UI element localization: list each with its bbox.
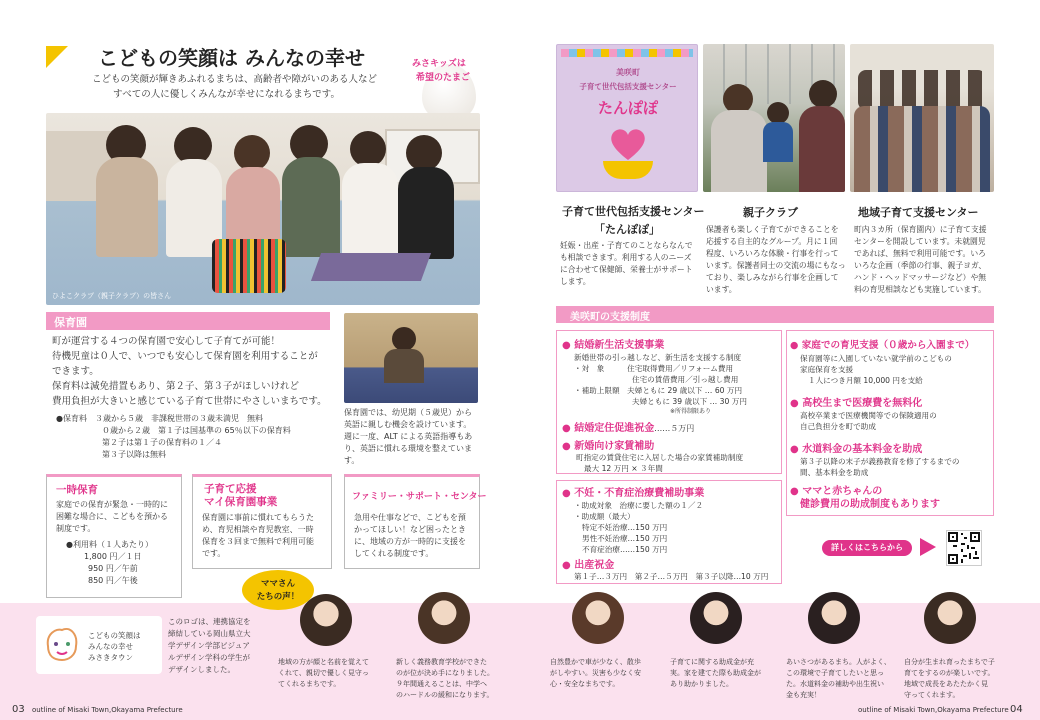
more-info-button[interactable]: 詳しくはこちらから xyxy=(822,540,912,556)
s3-text-2: 最大 12 万円 × ３年間 xyxy=(584,464,663,473)
s7-title-text: 高校生まで医療費を無料化 xyxy=(802,398,923,409)
family-support-text-1: 急用や仕事などで、こどもを預 xyxy=(354,513,466,522)
s4-title xyxy=(562,484,704,499)
voice-3 xyxy=(550,657,641,690)
teacher xyxy=(392,327,416,351)
col1-text-2: も相談できます。利用する人のニーズ xyxy=(560,253,692,262)
col3-text-5: ハンド・ヘッドマッサージなど）や無 xyxy=(854,273,987,282)
bullet-icon: ● xyxy=(790,340,802,351)
logo-text-1: こどもの笑顔は xyxy=(88,631,141,640)
tanpopo-sign-photo xyxy=(556,44,698,192)
s4-text-2: ・助成額（最大） xyxy=(574,512,635,521)
person xyxy=(342,163,398,259)
s5-text: 第１子…３万円 第２子…５万円 第３子以降…10 万円 xyxy=(574,572,769,581)
my-hoikuen-text xyxy=(202,512,314,560)
bullet-icon: ● xyxy=(562,441,575,452)
col1-text xyxy=(560,240,693,288)
fee-label: ●保育料 xyxy=(56,414,87,423)
s3-text xyxy=(576,452,743,474)
voice-line: 地域の方が顔と名前を覚えて xyxy=(278,658,369,666)
col3-text-4: いろな企画（季節の行事、親子ヨガ、 xyxy=(854,261,987,270)
s1-text-3: 住宅の賃借費用／引っ越し費用 xyxy=(632,375,739,384)
bullet-icon: ● xyxy=(790,398,803,409)
logo-text-2: みんなの幸せ xyxy=(88,642,133,651)
person xyxy=(809,80,837,108)
my-hoikuen-title-2: マイ保育園事業 xyxy=(204,496,278,508)
logo-text xyxy=(88,630,141,663)
logo-face-svg xyxy=(42,624,82,664)
photo-caption: ひよこクラブ（親子クラブ）の皆さん xyxy=(52,292,172,300)
s6-text xyxy=(800,353,952,386)
group xyxy=(858,70,986,110)
s2-title xyxy=(562,419,694,434)
egg-badge xyxy=(412,52,482,118)
person xyxy=(96,157,158,257)
tanpopo-sign-line-2: 子育て世代包括支援センター xyxy=(579,82,677,91)
voice-line: 心・安全なまちです。 xyxy=(550,680,620,688)
voice-line: てくれるまちです。 xyxy=(278,680,341,688)
s4-text-1: ・助成対象 治療に要した額の１／２ xyxy=(574,501,704,510)
voice-line: 地域で成長をあたたかく見 xyxy=(904,680,988,688)
fee-row-2: ０歳から２歳 第１子は国基準の 65％以下の保育料 xyxy=(102,426,291,435)
voice-line: この環境で子育てしたいと思っ xyxy=(786,669,884,677)
logo-desc-1: このロゴは、連携協定を xyxy=(168,617,251,626)
person xyxy=(398,167,454,259)
alt-text-3: 週に一度、ALT による英語指導もあ xyxy=(344,432,473,441)
ichiji-fee-head: ●利用料（１人あたり） xyxy=(66,540,153,549)
hoikuen-text xyxy=(52,334,327,409)
voice-line: た。水道料金の補助や出生祝い xyxy=(786,680,884,688)
col1-title-2: 「たんぽぽ」 xyxy=(594,223,660,236)
footer-text-left: outline of Misaki Town,Okayama Prefecture xyxy=(32,706,183,714)
voice-line: 実。家を建てた際も助成金が xyxy=(670,669,761,677)
ichiji-fee-3: 850 円／午後 xyxy=(88,576,138,585)
s4-text-5: 不育症治療……150 万円 xyxy=(582,545,668,554)
alt-text-5: す。 xyxy=(344,456,360,465)
fee-row-1: ３歳から５歳 非課税世帯の３歳未満児 無料 xyxy=(94,414,263,423)
voice-line: 自然豊かで車が少なく、散歩 xyxy=(550,658,641,666)
qr-code-icon[interactable] xyxy=(946,530,982,566)
page-number-right: 04 xyxy=(1010,704,1023,715)
avatar xyxy=(300,594,352,646)
ichiji-text-2: 困難な場合に、こどもを預かる xyxy=(56,512,168,521)
s4-text xyxy=(574,500,703,555)
ichiji-hoiku-text xyxy=(56,499,168,587)
s6-text-2: 家庭保育を支援 xyxy=(800,365,854,374)
lead-line-2: すべての人に優しくみんなが幸せになれるまちです。 xyxy=(113,89,340,100)
voice-line: のが位が決め手になりました。 xyxy=(396,669,494,677)
page-number-left: 03 xyxy=(12,704,25,715)
s8-title xyxy=(790,440,922,455)
logo-desc-3: 学デザイン学部ビジュア xyxy=(168,641,250,650)
voice-line: 金も充実！ xyxy=(786,691,821,699)
alt-text-4: り、英語に慣れる環境を整えていま xyxy=(344,444,472,453)
lead-line-1: こどもの笑顔が輝きあふれるまちは、高齢者や障がいのある人など xyxy=(92,74,378,85)
s9-title-1: ママと赤ちゃんの xyxy=(802,486,883,497)
person xyxy=(350,131,386,167)
hoikuen-heading: 保育園 xyxy=(54,316,87,329)
col3-text-3: であれば、無料で利用可能です。いろ xyxy=(854,249,986,258)
ichiji-fee-1: 1,800 円／１日 xyxy=(84,552,142,561)
bullet-icon: ● xyxy=(562,488,575,499)
s9-title xyxy=(790,485,940,511)
logo-text-3: みさきタウン xyxy=(88,653,133,662)
logo-face-icon xyxy=(42,624,82,664)
bullet-icon: ● xyxy=(562,423,575,434)
child xyxy=(767,102,789,124)
col2-text-3: 程度、いろいろな体験・行事を行って xyxy=(706,249,839,258)
logo-desc-5: デザインしました。 xyxy=(168,665,235,674)
col2-text-4: います。保護者同士の交流の場にもなっ xyxy=(706,261,846,270)
s6-text-3: １人につき月額 10,000 円を支給 xyxy=(808,376,923,385)
chiiki-center-photo xyxy=(850,44,994,192)
voice-line: あいさつがあるまち。人がよく、 xyxy=(786,658,891,666)
s5-title-text: 出産祝金 xyxy=(574,560,615,571)
footer-text-right: outline of Misaki Town,Okayama Prefecture xyxy=(858,706,1009,714)
voice-2 xyxy=(396,657,494,701)
play-mat xyxy=(311,253,431,281)
group xyxy=(854,106,990,192)
person xyxy=(799,106,845,192)
voice-6 xyxy=(904,657,995,701)
col1-title-1: 子育て世代包括支援センター xyxy=(562,205,705,218)
ichiji-fee-2: 950 円／午前 xyxy=(88,564,138,573)
col3-text-2: センターを開設しています。未就園児 xyxy=(854,237,986,246)
avatar xyxy=(690,592,742,644)
s1-text-6: ※所得制限あり xyxy=(670,408,712,415)
voice-line: 子育てに関する助成金が充 xyxy=(670,658,754,666)
toy-basket xyxy=(212,239,286,293)
ichiji-text-1: 家庭での保育が緊急・一時的に xyxy=(56,500,168,509)
qr-code-svg xyxy=(947,531,981,565)
hoikuen-p2: 待機児童は０人で、いつでも安心して保育園を利用することが xyxy=(52,351,318,362)
s1-text-4: ・補助上限額 夫婦ともに 29 歳以下 … 60 万円 xyxy=(574,386,743,395)
alt-teacher-photo xyxy=(344,313,478,403)
family-support-text-3: に、地域の方が一時的に支援を xyxy=(354,537,466,546)
s5-title xyxy=(562,556,614,571)
family-support-text-4: してくれる制度です。 xyxy=(354,549,434,558)
s1-text-5: 夫婦ともに 39 歳以下 … 30 万円 xyxy=(632,397,747,406)
s7-text-1: 高校卒業まで医療機関等での保険適用の xyxy=(800,411,937,420)
page-title: こどもの笑顔は みんなの幸せ xyxy=(98,46,365,70)
s6-title-text: 家庭での育児支援（０歳から入園まで） xyxy=(801,340,975,351)
avatar xyxy=(808,592,860,644)
s4-text-4: 男性不妊治療…150 万円 xyxy=(582,534,668,543)
my-hoikuen-text-2: め、育児相談や育児教室、一時 xyxy=(202,525,314,534)
s6-title xyxy=(790,337,974,351)
col2-text xyxy=(706,224,846,296)
s4-text-3: 特定不妊治療…150 万円 xyxy=(582,523,668,532)
col2-text-5: ており、楽しみながら行事を企画して xyxy=(706,273,839,282)
s8-title-text: 水道料金の基本料金を助成 xyxy=(802,444,923,455)
s1-text xyxy=(574,352,747,416)
col3-title: 地域子育て支援センター xyxy=(858,206,979,219)
logo-desc-2: 締結している岡山県立大 xyxy=(168,629,251,638)
voice-5 xyxy=(786,657,891,701)
s3-title-text: 新婚向け家賃補助 xyxy=(574,441,655,452)
bullet-icon: ● xyxy=(790,486,803,497)
alt-text xyxy=(344,407,472,467)
col2-title: 親子クラブ xyxy=(743,206,798,219)
s9-title-2: 健診費用の助成制度もあります xyxy=(800,499,940,510)
alt-text-1: 保育園では、幼児期（５歳児）から xyxy=(344,408,472,417)
mama-voice-bubble xyxy=(242,570,314,610)
col3-text-6: 料の育児相談なども実施しています。 xyxy=(854,285,986,294)
person xyxy=(406,135,442,171)
fee-row-3: 第２子は第１子の保育料の１／４ xyxy=(102,438,222,447)
voice-line: 育てをするのが楽しいです。 xyxy=(904,669,995,677)
col3-text xyxy=(854,224,987,296)
child xyxy=(763,122,793,162)
hoikuen-p4: 保育料は減免措置もあり、第２子、第３子がほしいけれど xyxy=(52,381,300,392)
logo-desc-4: ルデザイン学科の学生が xyxy=(168,653,250,662)
s1-text-1: 新婚世帯の引っ越しなど、新生活を支援する制度 xyxy=(574,353,742,362)
voice-line: 新しく義務教育学校ができた xyxy=(396,658,487,666)
s7-title xyxy=(790,394,922,409)
avatar xyxy=(418,592,470,644)
voice-line: のハードルの緩和になります。 xyxy=(396,691,494,699)
heart-icon-svg xyxy=(609,127,647,161)
family-support-title: ファミリー・サポート・センター xyxy=(352,492,487,502)
s1-title xyxy=(562,336,664,351)
family-support-text-2: かってほしい！など困ったとき xyxy=(354,525,466,534)
tanpopo-sign-line-1: 美咲町 xyxy=(616,68,640,77)
voice-line: がしやすい。災害も少なく安 xyxy=(550,669,641,677)
s7-text xyxy=(800,410,937,432)
col1-text-1: 妊娠・出産・子育てのことならなんで xyxy=(560,241,693,250)
voice-line: あり助かりました。 xyxy=(670,680,733,688)
s1-text-2: ・対 象 住宅取得費用／リフォーム費用 xyxy=(574,364,734,373)
my-hoikuen-text-4: です。 xyxy=(202,549,226,558)
s1-title-text: 結婚新生活支援事業 xyxy=(574,340,665,351)
oyako-club-photo xyxy=(703,44,845,192)
s8-text-1: 第３子以降の末子が義務教育を修了するまでの xyxy=(800,457,960,466)
teacher xyxy=(384,349,424,383)
tanpopo-sign-line-3: たんぽぽ xyxy=(597,99,658,117)
hoikuen-p5: 費用負担が大きいと感じている子育て世帯にやさしいまちです。 xyxy=(52,396,327,407)
bullet-icon: ● xyxy=(562,560,575,571)
bullet-icon: ● xyxy=(790,444,803,455)
corner-triangle xyxy=(46,46,68,68)
s8-text xyxy=(800,456,959,478)
s2-title-text: 結婚定住促進祝金 xyxy=(574,423,655,434)
my-hoikuen-title-1: 子育て応援 xyxy=(204,483,257,495)
voice-line: くれて、親切で優しく見守っ xyxy=(278,669,369,677)
person xyxy=(282,157,340,257)
fee-row-4: 第３子以降は無料 xyxy=(102,450,166,459)
my-hoikuen-text-3: 保育を３回まで無料で利用可能 xyxy=(202,537,314,546)
support-heading: 美咲町の支援制度 xyxy=(570,312,650,323)
voice-line: 自分が生まれ育ったまちで子 xyxy=(904,658,995,666)
col2-text-2: 応援する自主的なグループ。月に１回 xyxy=(706,237,838,246)
s4-title-text: 不妊・不育症治療費補助事業 xyxy=(574,488,705,499)
bunting xyxy=(561,49,693,57)
heart-icon xyxy=(609,127,647,161)
town-logo xyxy=(36,616,162,674)
hoikuen-p1: 町が運営する４つの保育園で安心して子育てが可能！ xyxy=(52,336,281,347)
egg-badge-text-2: 希望のたまご xyxy=(416,73,471,83)
s3-text-1: 町指定の賃貸住宅に入居した場合の家賃補助制度 xyxy=(576,453,744,462)
hands-icon xyxy=(603,161,653,179)
voice-4 xyxy=(670,657,761,690)
avatar xyxy=(572,592,624,644)
avatar xyxy=(924,592,976,644)
bullet-icon: ● xyxy=(562,340,575,351)
arrow-right-icon xyxy=(920,538,936,556)
s6-text-1: 保育園等に入園していない就学前のこどもの xyxy=(800,354,952,363)
mama-bubble-text-2: たちの声！ xyxy=(256,592,300,602)
group-photo xyxy=(46,113,480,305)
col3-text-1: 町内３カ所（保育園内）に子育て支援 xyxy=(854,225,987,234)
s3-title xyxy=(562,437,654,452)
mama-bubble-text-1: ママさん xyxy=(260,579,295,589)
s2-amount: ……５万円 xyxy=(654,424,695,433)
voice-line: 守ってくれます。 xyxy=(904,691,960,699)
family-support-text xyxy=(354,512,466,560)
col2-text-1: 保護者も楽しく子育てができることを xyxy=(706,225,839,234)
col2-text-6: います。 xyxy=(706,285,737,294)
hoikuen-heading-bar xyxy=(46,312,330,330)
s7-text-2: 自己負担分を町で助成 xyxy=(800,422,876,431)
egg-badge-text-1: みさキッズは xyxy=(412,59,466,69)
alt-text-2: 英語に親しむ機会を設けています。 xyxy=(344,420,472,429)
voice-line: ９年間通えることは、中学へ xyxy=(396,680,487,688)
col1-text-3: に合わせて保健師、栄養士がサポート xyxy=(560,265,693,274)
person xyxy=(711,110,767,192)
col1-text-4: します。 xyxy=(560,277,591,286)
voice-1 xyxy=(278,657,369,690)
hoikuen-p3: できます。 xyxy=(52,366,99,377)
ichiji-hoiku-title: 一時保育 xyxy=(56,484,98,496)
hoikuen-fee-table xyxy=(56,413,291,461)
logo-description xyxy=(168,616,251,676)
s8-text-2: 間、基本料金を助成 xyxy=(800,468,869,477)
person xyxy=(234,135,270,171)
ichiji-text-3: 制度です。 xyxy=(56,524,96,533)
my-hoikuen-text-1: 保育園に事前に慣れてもらうた xyxy=(202,513,314,522)
